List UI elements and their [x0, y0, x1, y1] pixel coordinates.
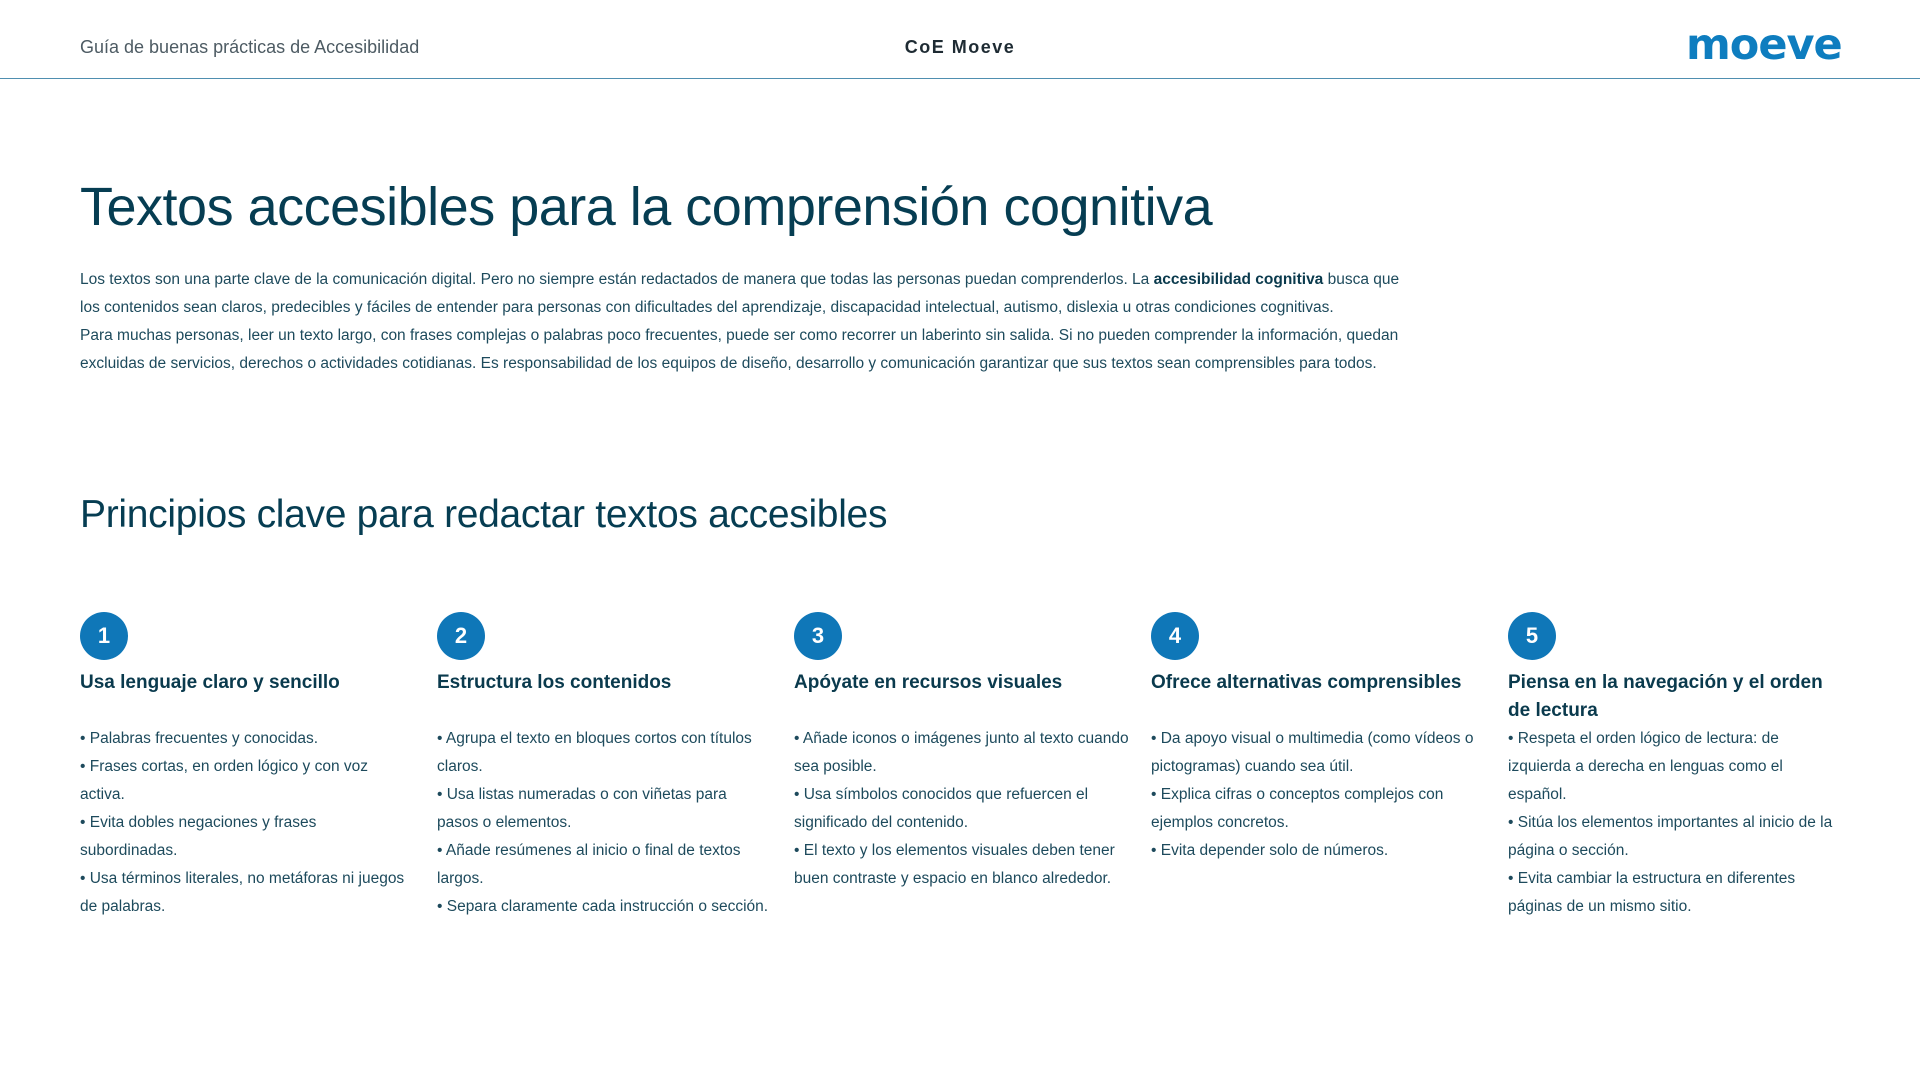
principle-list: [794, 725, 1129, 893]
principle-list: [1508, 725, 1843, 921]
list-item: • Da apoyo visual o multimedia (como vídeos o pictogramas) cuando sea útil.: [1151, 730, 1474, 775]
page-header: [0, 0, 1920, 79]
list-item: • Usa listas numeradas o con viñetas para pasos o elementos.: [437, 786, 727, 831]
list-item: • Evita depender solo de números.: [1151, 842, 1389, 859]
principle-card-1: [80, 612, 415, 921]
intro-paragraph-2: Para muchas personas, leer un texto largo, con frases complejas o palabras poco frecuentes, puede ser como recorrer un laberinto sin salida. Si no pueden comprender la información, quedan excluidas de servicios, derechos o actividades cotidianas. Es responsabilidad de los equipos de diseño, desarrollo y comunicación garantizar que sus textos sean comprensibles para todos.: [80, 327, 1399, 372]
intro-text: [80, 266, 1400, 378]
section-title: Principios clave para redactar textos accesibles: [80, 493, 888, 536]
list-item: • Respeta el orden lógico de lectura: de izquierda a derecha en lenguas como el español.: [1508, 730, 1783, 803]
principle-card-4: [1151, 612, 1486, 865]
intro-paragraph-1: Los textos son una parte clave de la comunicación digital. Pero no siempre están redactados de manera que todas las personas puedan comprenderlos. La accesibilidad cognitiva busca que los contenidos sean claros, predecibles y fáciles de entender para personas con dificultades del aprendizaje, discapacidad intelectual, autismo, dislexia u otras condiciones cognitivas.: [80, 271, 1400, 316]
list-item: • Evita dobles negaciones y frases subordinadas.: [80, 814, 317, 859]
list-item: • Evita cambiar la estructura en diferentes páginas de un mismo sitio.: [1508, 870, 1796, 915]
logo-text: moeve: [1686, 26, 1842, 66]
list-item: • Usa símbolos conocidos que refuercen el significado del contenido.: [794, 786, 1089, 831]
principle-card-2: [437, 612, 772, 921]
number-badge: 1: [80, 612, 128, 660]
principle-title: Usa lenguaje claro y sencillo: [80, 672, 340, 693]
list-item: • Explica cifras o conceptos complejos con ejemplos concretos.: [1151, 786, 1444, 831]
page-title: Textos accesibles para la comprensión cognitiva: [80, 177, 1213, 237]
principle-list: [1151, 725, 1486, 865]
number-badge: 2: [437, 612, 485, 660]
number-badge: 3: [794, 612, 842, 660]
principle-list: [437, 725, 772, 921]
principle-title: Piensa en la navegación y el orden de lectura: [1508, 672, 1823, 721]
list-item: • Usa términos literales, no metáforas ni juegos de palabras.: [80, 870, 405, 915]
list-item: • Añade iconos o imágenes junto al texto cuando sea posible.: [794, 730, 1129, 775]
list-item: • Sitúa los elementos importantes al inicio de la página o sección.: [1508, 814, 1833, 859]
document-title: Guía de buenas prácticas de Accesibilidad: [80, 37, 420, 57]
principle-list: [80, 725, 415, 921]
list-item: • Añade resúmenes al inicio o final de textos largos.: [437, 842, 741, 887]
principle-card-5: [1508, 612, 1843, 921]
principle-title: Apóyate en recursos visuales: [794, 672, 1063, 693]
list-item: • Separa claramente cada instrucción o sección.: [437, 898, 769, 915]
list-item: • Palabras frecuentes y conocidas.: [80, 730, 319, 747]
principle-title: Ofrece alternativas comprensibles: [1151, 672, 1462, 693]
list-item: • Agrupa el texto en bloques cortos con títulos claros.: [437, 730, 752, 775]
intro-bold-term: accesibilidad cognitiva: [1153, 271, 1324, 288]
principle-title: Estructura los contenidos: [437, 672, 672, 693]
header-center-label: CoE Moeve: [904, 37, 1016, 57]
list-item: • Frases cortas, en orden lógico y con voz activa.: [80, 758, 369, 803]
list-item: • El texto y los elementos visuales deben tener buen contraste y espacio en blanco alrededor.: [794, 842, 1115, 887]
principle-card-3: [794, 612, 1129, 893]
number-badge: 5: [1508, 612, 1556, 660]
moeve-logo: [1686, 26, 1842, 66]
number-badge: 4: [1151, 612, 1199, 660]
